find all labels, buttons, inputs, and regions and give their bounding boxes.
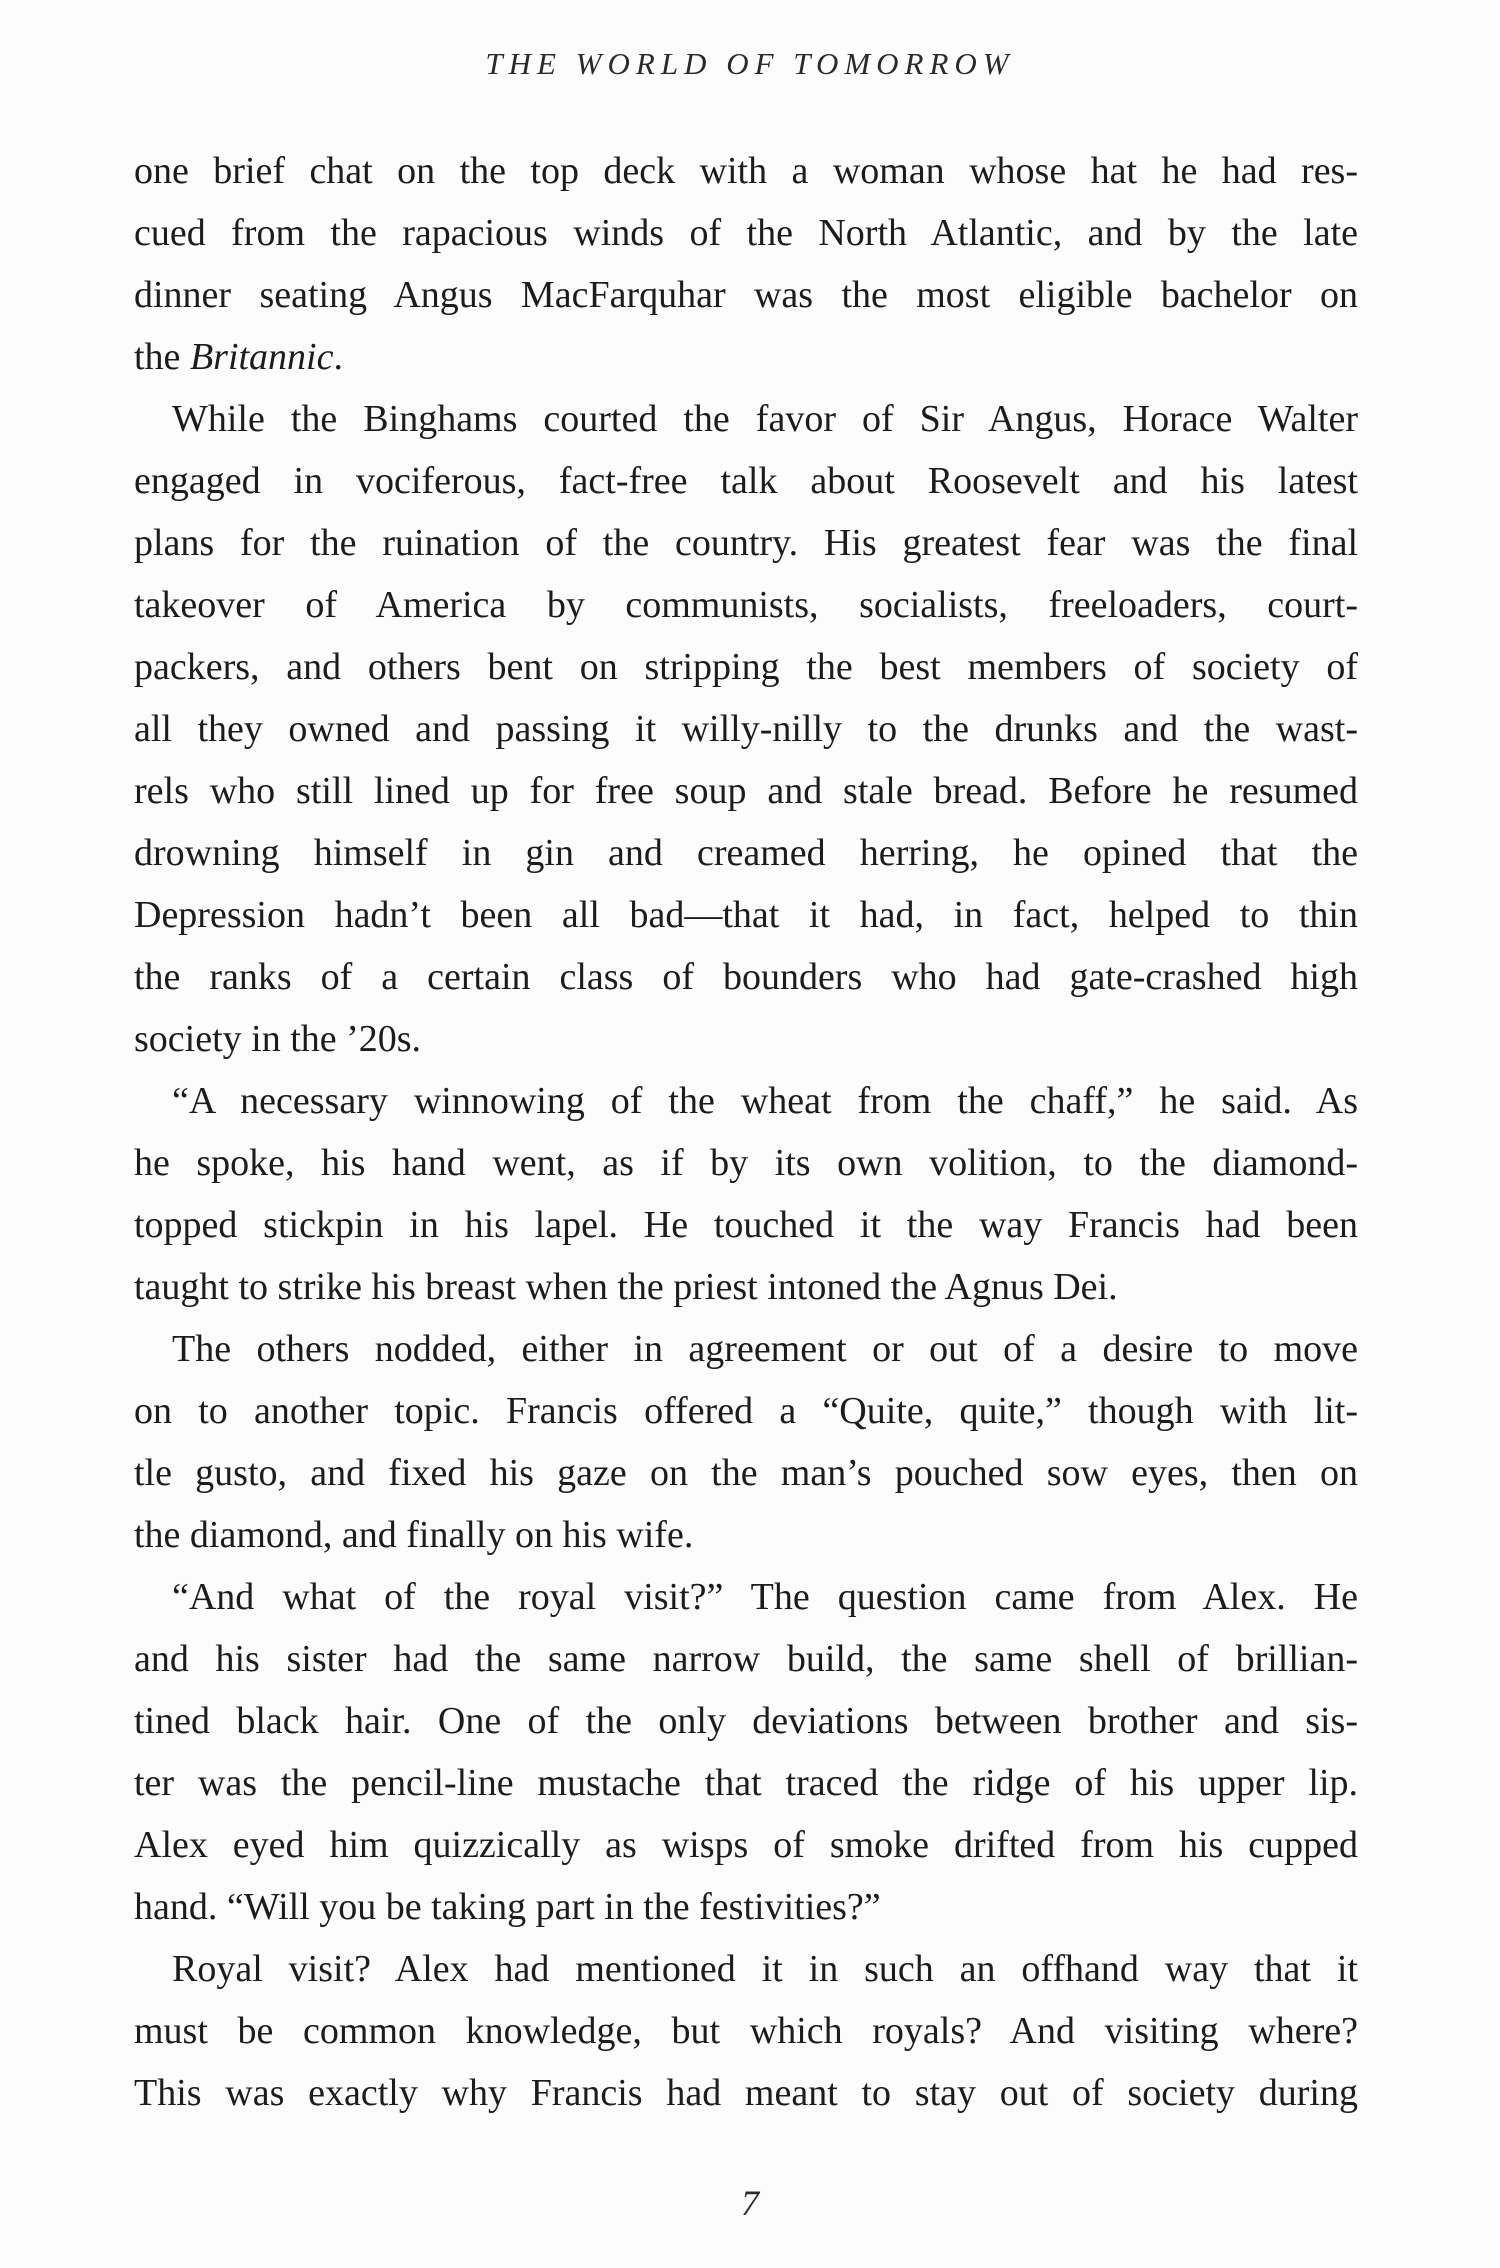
text-line: hand. “Will you be taking part in the festivities?” (134, 1886, 881, 1928)
paragraph (134, 1566, 1358, 1938)
text-line: While the Binghams courted the favor of Sir Angus, Horace Walter (172, 398, 1358, 440)
text-line: engaged in vociferous, fact-free talk about Roosevelt and his latest (134, 460, 1358, 502)
text-line: “A necessary winnowing of the wheat from the chaff,” he said. As (172, 1080, 1358, 1122)
text-line: taught to strike his breast when the priest intoned the Agnus Dei. (134, 1266, 1118, 1308)
text-line: the ranks of a certain class of bounders who had gate-crashed high (134, 956, 1358, 998)
text-line: must be common knowledge, but which royals? And visiting where? (134, 2010, 1358, 2052)
text-line: he spoke, his hand went, as if by its own volition, to the diamond- (134, 1142, 1358, 1184)
paragraph (134, 388, 1358, 1070)
text-line: the Britannic. (134, 336, 343, 378)
text-line: This was exactly why Francis had meant to stay out of society during (134, 2072, 1358, 2114)
text-line: takeover of America by communists, socialists, freeloaders, court- (134, 584, 1358, 626)
text-line: drowning himself in gin and creamed herring, he opined that the (134, 832, 1358, 874)
text-line: society in the ’20s. (134, 1018, 422, 1060)
text-line: Alex eyed him quizzically as wisps of smoke drifted from his cupped (134, 1824, 1358, 1866)
text-line: topped stickpin in his lapel. He touched it the way Francis had been (134, 1204, 1358, 1246)
text-line: The others nodded, either in agreement or out of a desire to move (172, 1328, 1358, 1370)
text-line: “And what of the royal visit?” The question came from Alex. He (172, 1576, 1358, 1618)
text-line: one brief chat on the top deck with a woman whose hat he had res- (134, 150, 1358, 192)
paragraph (134, 1938, 1358, 2124)
text-line: packers, and others bent on stripping the best members of society of (134, 646, 1358, 688)
paragraph (134, 1070, 1358, 1318)
body-text (134, 140, 1358, 2124)
text-line: dinner seating Angus MacFarquhar was the most eligible bachelor on (134, 274, 1358, 316)
text-line: on to another topic. Francis offered a “Quite, quite,” though with lit- (134, 1390, 1358, 1432)
running-head: THE WORLD OF TOMORROW (485, 46, 1015, 81)
text-line: tle gusto, and fixed his gaze on the man’s pouched sow eyes, then on (134, 1452, 1358, 1494)
page-number: 7 (741, 2183, 759, 2223)
text-line: all they owned and passing it willy-nilly to the drunks and the wast- (134, 708, 1358, 750)
text-line: rels who still lined up for free soup and stale bread. Before he resumed (134, 770, 1358, 812)
text-line: cued from the rapacious winds of the North Atlantic, and by the late (134, 212, 1358, 254)
text-line: plans for the ruination of the country. His greatest fear was the final (134, 522, 1358, 564)
text-line: tined black hair. One of the only deviations between brother and sis- (134, 1700, 1358, 1742)
ship-name: Britannic (189, 336, 334, 378)
text-line: the diamond, and finally on his wife. (134, 1514, 694, 1556)
paragraph (134, 140, 1358, 388)
text-line: Royal visit? Alex had mentioned it in such an offhand way that it (172, 1948, 1358, 1990)
text-line: Depression hadn’t been all bad—that it had, in fact, helped to thin (134, 894, 1358, 936)
text-line: and his sister had the same narrow build, the same shell of brillian- (134, 1638, 1358, 1680)
text-line: ter was the pencil-line mustache that traced the ridge of his upper lip. (134, 1762, 1358, 1804)
paragraph (134, 1318, 1358, 1566)
